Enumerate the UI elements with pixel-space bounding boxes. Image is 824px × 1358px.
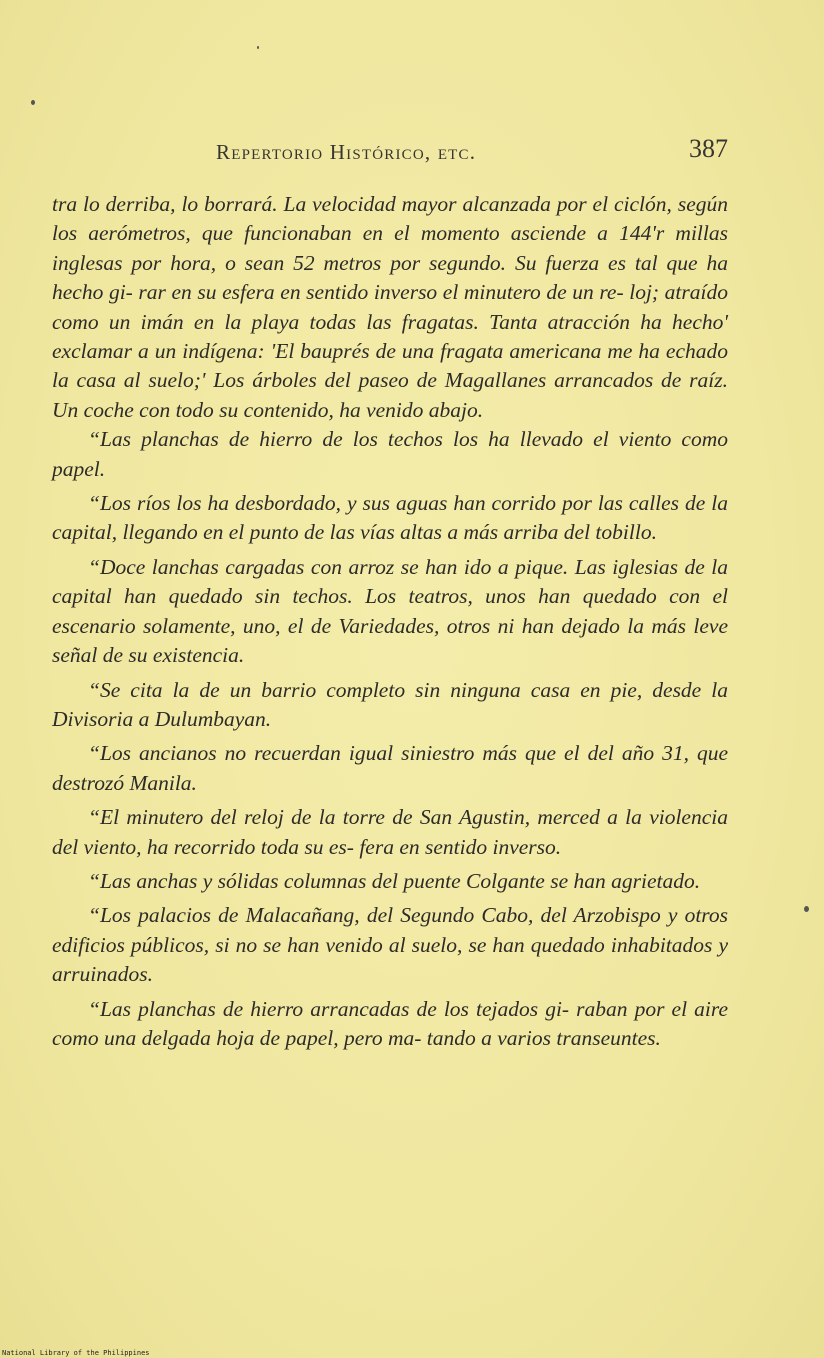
paragraph: “Los palacios de Malacañang, del Segundo Cabo, del Arzobispo y otros edificios públicos, si no se han venido al suelo, se han quedado inhabitados y arruinados. <box>52 903 728 987</box>
page-number: 387 <box>689 134 728 163</box>
library-credit: National Library of the Philippines <box>2 1349 150 1357</box>
paragraph: tra lo derriba, lo borrará. La velocidad mayor alcanzada por el ciclón, según los aerómetros, que funcionaban en el momento asciende a 144'r millas inglesas por hora, o sean 52 metros por segundo. Su fuerza es tal que ha hecho gi- rar en su esfera en sentido inverso el minutero de un re- loj; atraído como un imán en la playa todas las fragatas. Tanta atracción ha hecho' exclamar a un indígena: 'El bauprés de una fragata americana me ha echado la casa al suelo;' Los árboles del paseo de Magallanes arrancados de raíz. Un coche con todo su contenido, ha venido abajo. <box>52 192 728 422</box>
paragraph: “Las anchas y sólidas columnas del puente Colgante se han agrietado. <box>88 868 701 893</box>
scan-speck <box>257 46 259 49</box>
paragraph: “Se cita la de un barrio completo sin ninguna casa en pie, desde la Divisoria a Dulumbayan. <box>52 677 728 731</box>
scan-speck <box>804 906 809 912</box>
running-header <box>52 134 728 168</box>
paragraph: “El minutero del reloj de la torre de San Agustin, merced a la violencia del viento, ha recorrido toda su es- fera en sentido inverso. <box>52 805 728 859</box>
scan-speck <box>31 100 35 105</box>
paragraph: “Las planchas de hierro de los techos los ha llevado el viento como papel. <box>52 427 728 481</box>
paragraph: “Doce lanchas cargadas con arroz se han ido a pique. Las iglesias de la capital han quedado sin techos. Los teatros, unos han quedado con el escenario solamente, uno, el de Variedades, otros ni han dejado la más leve señal de su existencia. <box>52 554 728 668</box>
paragraph: “Las planchas de hierro arrancadas de los tejados gi- raban por el aire como una delgada hoja de papel, pero ma- tando a varios transeuntes. <box>52 996 728 1050</box>
paragraph: “Los ríos los ha desbordado, y sus aguas han corrido por las calles de la capital, llegando en el punto de las vías altas a más arriba del tobillo. <box>52 491 728 545</box>
header-title: Repertorio Histórico, etc. <box>216 140 477 164</box>
paragraph: “Los ancianos no recuerdan igual siniestro más que el del año 31, que destrozó Manila. <box>52 741 728 795</box>
body-text <box>52 190 728 1058</box>
